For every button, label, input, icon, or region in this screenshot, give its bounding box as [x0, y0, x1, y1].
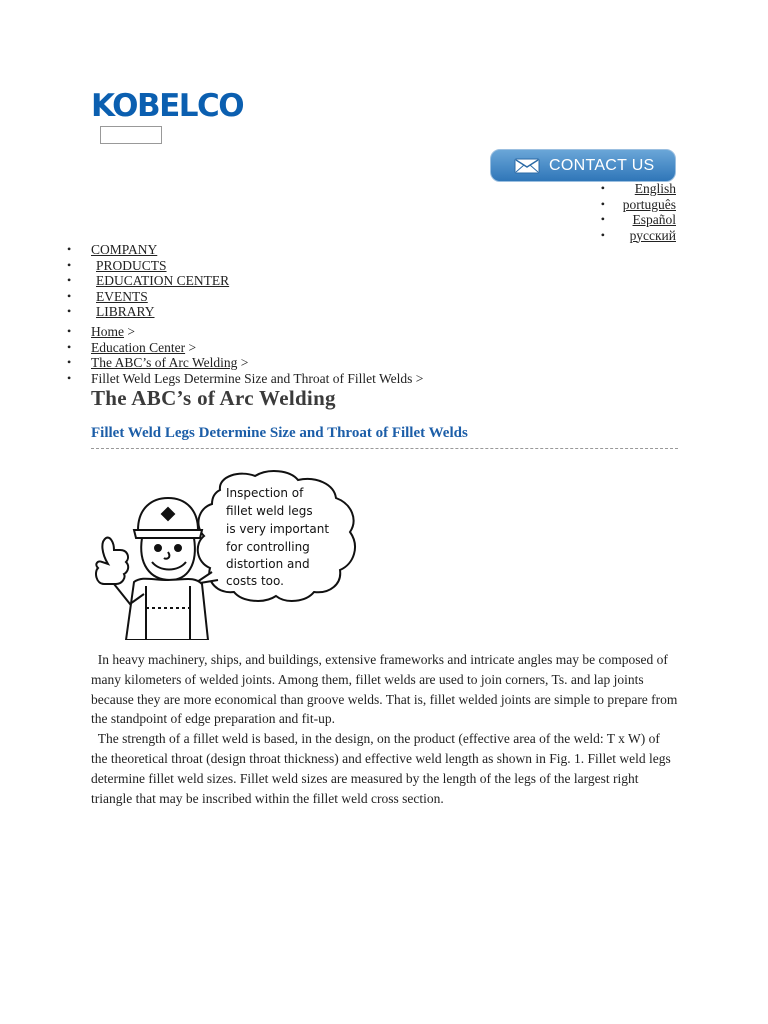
main-nav	[91, 242, 229, 320]
breadcrumb-separator: >	[124, 324, 135, 339]
nav-item-events	[91, 289, 229, 305]
welder-cartoon-illustration	[90, 468, 364, 640]
paragraph	[91, 729, 679, 808]
page-title: The ABC’s of Arc Welding	[91, 386, 336, 410]
nav-item-products	[91, 258, 229, 274]
language-item	[623, 212, 676, 228]
kobelco-logo[interactable]	[91, 88, 244, 124]
language-list	[623, 181, 676, 243]
nav-link-education-center[interactable]: EDUCATION CENTER	[96, 273, 230, 288]
breadcrumb-separator: >	[412, 370, 424, 386]
paragraph-text: The strength of a fillet weld is based, in the design, on the product (effective area of the weld: T x W) of the theoretical throat (design throat thickness) and effective weld length as shown in Fig. 1. Fillet weld legs determine fillet weld sizes. Fillet weld sizes are measured by the length of the legs of the largest right triangle that may be inscribed within the fillet weld cross section.	[91, 731, 671, 806]
breadcrumb-separator: >	[185, 339, 197, 355]
nav-link-library[interactable]: LIBRARY	[96, 304, 155, 319]
breadcrumb-item	[91, 355, 423, 371]
contact-us-label: CONTACT US	[549, 156, 655, 174]
breadcrumb-item	[91, 340, 423, 356]
paragraph	[91, 650, 679, 729]
breadcrumb-link-education-center[interactable]: Education Center	[91, 339, 186, 355]
breadcrumb-link-home[interactable]: Home	[91, 324, 124, 339]
language-item	[623, 228, 676, 244]
bubble-line: distortion and	[226, 557, 310, 571]
search-input[interactable]	[100, 126, 162, 144]
breadcrumb-current: Fillet Weld Legs Determine Size and Throat of Fillet Welds	[91, 370, 413, 386]
nav-link-events[interactable]: EVENTS	[96, 288, 148, 304]
contact-us-button[interactable]	[490, 149, 676, 182]
bubble-line: is very important	[226, 522, 330, 536]
breadcrumb-separator: >	[237, 355, 249, 370]
nav-link-company[interactable]: COMPANY	[91, 242, 158, 257]
nav-link-products[interactable]: PRODUCTS	[96, 257, 167, 273]
welder-figure	[96, 498, 208, 640]
logo-text: KOBELCO	[91, 88, 244, 124]
breadcrumb	[91, 324, 423, 386]
bubble-line: fillet weld legs	[226, 504, 313, 518]
language-link-spanish[interactable]: Español	[632, 212, 676, 227]
divider	[91, 448, 678, 449]
bubble-line: for controlling	[226, 540, 310, 554]
nav-item-company	[91, 242, 229, 258]
language-link-english[interactable]: English	[634, 181, 676, 196]
breadcrumb-item	[91, 371, 423, 387]
breadcrumb-link-abc-arc-welding[interactable]: The ABC’s of Arc Welding	[91, 355, 238, 370]
bubble-line: costs too.	[226, 574, 284, 588]
breadcrumb-item	[91, 324, 423, 340]
nav-item-education-center	[91, 273, 229, 289]
language-link-russian[interactable]: русский	[629, 227, 676, 243]
article-subtitle: Fillet Weld Legs Determine Size and Throat of Fillet Welds	[91, 425, 468, 441]
bubble-line: Inspection of	[226, 486, 304, 500]
paragraph-text: In heavy machinery, ships, and buildings, extensive frameworks and intricate angles may be composed of many kilometers of welded joints. Among them, fillet welds are used to join corners, Ts. and lap joints because they are more economical than groove welds. That is, fillet welded joints are simple to prepare from the standpoint of edge preparation and fit-up.	[91, 652, 678, 727]
envelope-icon	[514, 158, 540, 174]
article-body	[91, 650, 679, 808]
language-link-portuguese[interactable]: português	[622, 196, 676, 212]
language-item	[623, 181, 676, 197]
language-item	[623, 197, 676, 213]
nav-item-library	[91, 304, 229, 320]
